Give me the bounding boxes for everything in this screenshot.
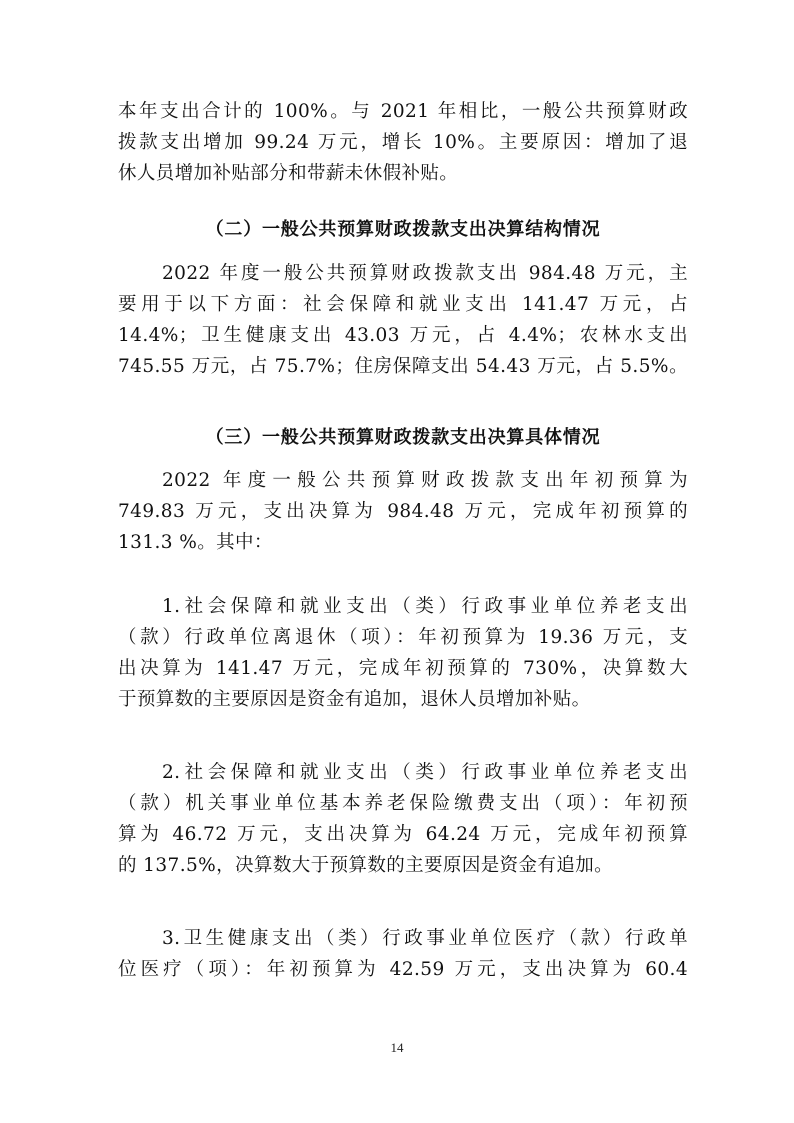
list-item-pension-insurance (118, 757, 688, 881)
text-line: 于预算数的主要原因是资金有追加，退休人员增加补贴。 (118, 689, 591, 710)
text-line: 1.社会保障和就业支出（类）行政事业单位养老支出 (162, 596, 688, 617)
page-number: 14 (390, 1040, 404, 1055)
text-line: 要用于以下方面：社会保障和就业支出 141.47 万元，占 (118, 294, 688, 315)
section-heading-detail: （三）一般公共预算财政拨款支出决算具体情况 (205, 427, 601, 448)
section-heading-structure: （二）一般公共预算财政拨款支出决算结构情况 (205, 219, 601, 240)
text-line: 2022 年度一般公共预算财政拨款支出年初预算为 (162, 470, 688, 491)
text-line: 的 137.5%，决算数大于预算数的主要原因是资金有追加。 (118, 855, 614, 876)
text-line: 14.4%；卫生健康支出 43.03 万元，占 4.4%；农林水支出 (118, 325, 688, 346)
text-line: 出决算为 141.47 万元，完成年初预算的 730%，决算数大 (118, 658, 688, 679)
text-line: （款）行政单位离退休（项）：年初预算为 19.36 万元，支 (118, 627, 688, 648)
list-item-medical (118, 923, 688, 985)
text-line: 749.83 万元，支出决算为 984.48 万元，完成年初预算的 (118, 501, 688, 522)
paragraph-detail-summary (118, 465, 688, 558)
text-line: 2.社会保障和就业支出（类）行政事业单位养老支出 (162, 762, 688, 783)
text-line: 休人员增加补贴部分和带薪未休假补贴。 (118, 163, 459, 184)
text-line: 2022 年度一般公共预算财政拨款支出 984.48 万元，主 (162, 263, 688, 284)
text-line: 位医疗（项）：年初预算为 42.59 万元，支出决算为 60.4 (118, 959, 688, 980)
list-item-retirement (118, 591, 688, 715)
text-line: 745.55 万元，占 75.7%；住房保障支出 54.43 万元，占 5.5%。 (118, 356, 688, 377)
text-line: 拨款支出增加 99.24 万元，增长 10%。主要原因：增加了退 (118, 132, 688, 153)
text-line: 本年支出合计的 100%。与 2021 年相比，一般公共预算财政 (118, 101, 688, 122)
text-line: 131.3 %。其中： (118, 532, 273, 553)
paragraph-structure (118, 258, 688, 382)
text-line: 算为 46.72 万元，支出决算为 64.24 万元，完成年初预算 (118, 824, 688, 845)
paragraph-expense-change (118, 96, 688, 189)
text-line: 3.卫生健康支出（类）行政事业单位医疗（款）行政单 (162, 928, 688, 949)
text-line: （款）机关事业单位基本养老保险缴费支出（项）：年初预 (118, 793, 688, 814)
